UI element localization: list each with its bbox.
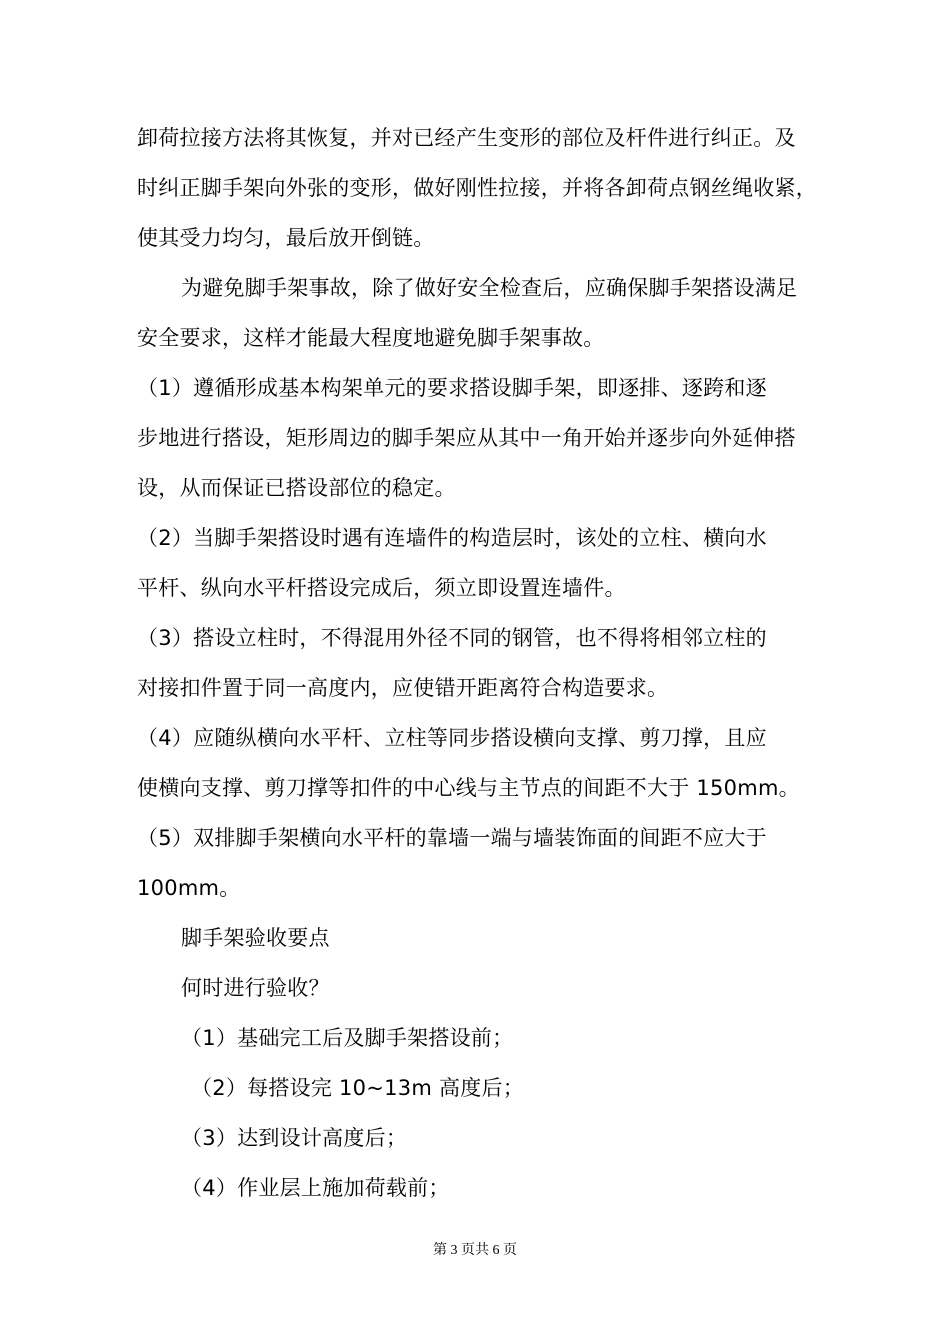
page-number-footer: 第 3 页共 6 页 <box>433 1243 517 1258</box>
list-item: （2）每搭设完 10~13m 高度后； <box>191 1076 524 1100</box>
text-line: 平杆、纵向水平杆搭设完成后，须立即设置连墙件。 <box>137 576 626 600</box>
list-item: （1）基础完工后及脚手架搭设前； <box>181 1026 514 1050</box>
text-line: 设，从而保证已搭设部位的稳定。 <box>137 476 456 500</box>
text-line: 安全要求，这样才能最大程度地避免脚手架事故。 <box>137 326 605 350</box>
text-line: （1）遵循形成基本构架单元的要求搭设脚手架，即逐排、逐跨和逐 <box>137 376 767 400</box>
text-line: 对接扣件置于同一高度内，应使错开距离符合构造要求。 <box>137 676 669 700</box>
text-line: 步地进行搭设，矩形周边的脚手架应从其中一角开始并逐步向外延伸搭 <box>137 426 796 450</box>
text-line: （3）搭设立柱时，不得混用外径不同的钢管，也不得将相邻立柱的 <box>137 626 767 650</box>
list-item: （4）作业层上施加荷载前； <box>181 1176 450 1200</box>
text-line: 为避免脚手架事故，除了做好安全检查后，应确保脚手架搭设满足 <box>181 276 798 300</box>
list-item: （3）达到设计高度后； <box>181 1126 408 1150</box>
text-line: 100mm。 <box>137 876 241 900</box>
text-line: 使其受力均匀，最后放开倒链。 <box>137 226 435 250</box>
text-line: 使横向支撑、剪刀撑等扣件的中心线与主节点的间距不大于 150mm。 <box>137 776 800 800</box>
text-line: 时纠正脚手架向外张的变形，做好刚性拉接，并将各卸荷点钢丝绳收紧， <box>137 176 817 200</box>
text-line: 卸荷拉接方法将其恢复，并对已经产生变形的部位及杆件进行纠正。及 <box>137 126 796 150</box>
text-line: （2）当脚手架搭设时遇有连墙件的构造层时，该处的立柱、横向水 <box>137 526 767 550</box>
section-title: 脚手架验收要点 <box>181 926 330 950</box>
text-line: （4）应随纵横向水平杆、立柱等同步搭设横向支撑、剪刀撑，且应 <box>137 726 767 750</box>
text-line: （5）双排脚手架横向水平杆的靠墙一端与墙装饰面的间距不应大于 <box>137 826 767 850</box>
question-heading: 何时进行验收？ <box>181 976 330 1000</box>
